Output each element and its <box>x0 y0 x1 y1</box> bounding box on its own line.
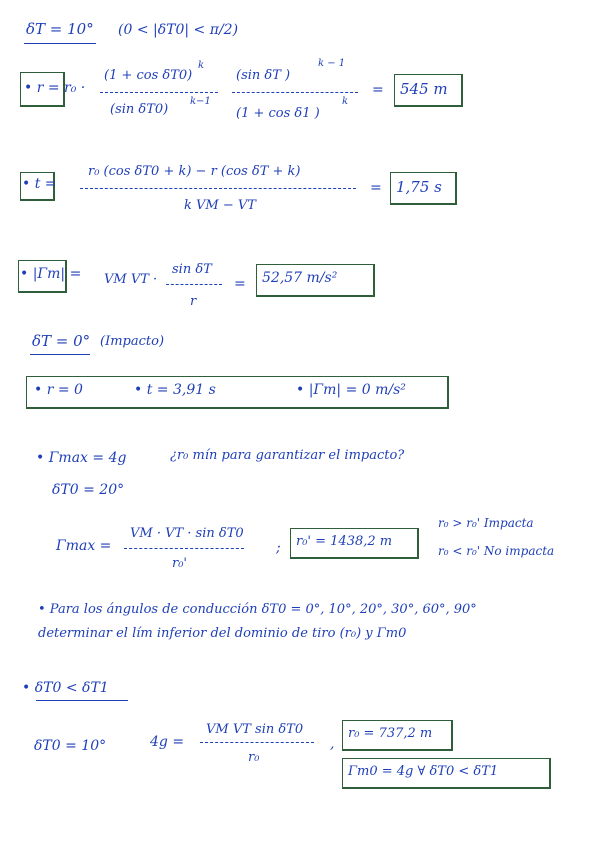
para-line-1: • Para los ángulos de conducción δT0 = 0°, 10°, 20°, 30°, 60°, 90° <box>38 602 477 617</box>
fourg-numerator: VM VT sin δT0 <box>206 722 304 737</box>
t-equals: = <box>370 180 382 196</box>
impacta-line: r₀ > r₀' Impacta <box>438 516 534 530</box>
heading-condition: (0 < |δT0| < π/2) <box>118 22 239 38</box>
impact-gm: • |Γm| = 0 m/s² <box>296 382 406 398</box>
para-line-2: determinar el lím inferior del dominio de tiro (r₀) y Γm0 <box>38 626 407 641</box>
r-fraction-line-a <box>100 92 218 93</box>
gmax-numerator: VM · VT · sin δT0 <box>130 526 244 541</box>
r-result: 545 m <box>400 80 448 98</box>
heading-delta-t-0: δT = 0° <box>32 332 91 350</box>
r0-prime-result: r₀' = 1438,2 m <box>296 534 393 549</box>
condition-line: • δT0 < δT1 <box>22 680 109 696</box>
fourg-denominator: r₀ <box>248 750 260 765</box>
semicolon: ; <box>276 540 281 556</box>
r-label: • r = r₀ · <box>24 80 86 96</box>
heading-0-underline <box>30 354 90 355</box>
delta-t0-10: δT0 = 10° <box>34 738 107 754</box>
r-numerator-b: (sin δT ) <box>236 68 291 83</box>
t-denominator: k VM − VT <box>184 198 256 213</box>
gm-label: • |Γm| = <box>20 266 82 282</box>
r0-result: r₀ = 737,2 m <box>348 726 433 741</box>
r-denominator-b: (1 + cos δ1 ) <box>236 106 320 121</box>
impact-r: • r = 0 <box>34 382 83 398</box>
gm-denominator: r <box>190 294 197 309</box>
delta-t0-20: δT0 = 20° <box>52 482 125 498</box>
t-result: 1,75 s <box>396 178 442 196</box>
gm-expression: VM VT · <box>104 272 158 287</box>
heading-delta-t-10: δT = 10° <box>26 20 94 38</box>
t-fraction-line <box>80 188 356 189</box>
t-label: • t = <box>22 176 57 192</box>
t-numerator: r₀ (cos δT0 + k) − r (cos δT + k) <box>88 164 301 179</box>
gmax-denominator: r₀' <box>172 556 187 571</box>
r-numerator-a: (1 + cos δT0) <box>104 68 193 83</box>
gmax-label: Γmax = <box>56 538 112 554</box>
gm0-result: Γm0 = 4g ∀ δT0 < δT1 <box>348 764 499 779</box>
condition-underline <box>36 700 128 701</box>
gm-result: 52,57 m/s² <box>262 270 338 286</box>
r-denominator-a: (sin δT0) <box>110 102 169 117</box>
no-impacta-line: r₀ < r₀' No impacta <box>438 544 555 558</box>
r-exponent-k: k <box>198 60 205 71</box>
r-fraction-line-b <box>232 92 358 93</box>
gmax-fraction-line <box>124 548 244 549</box>
fourg-fraction-line <box>200 742 314 743</box>
gmax-question: ¿r₀ mín para garantizar el impacto? <box>170 448 405 463</box>
heading-underline <box>24 43 96 44</box>
impact-t: • t = 3,91 s <box>134 382 216 398</box>
r-exponent-k-minus-1-b: k − 1 <box>318 58 346 69</box>
comma: , <box>330 736 335 752</box>
r-equals: = <box>372 82 384 98</box>
gm-equals: = <box>234 276 246 292</box>
gm-fraction-line <box>166 284 222 285</box>
r-exponent-k-minus-1: k−1 <box>190 96 211 107</box>
heading-impacto: (Impacto) <box>100 334 165 349</box>
gmax-line: • Γmax = 4g <box>36 450 127 466</box>
fourg-label: 4g = <box>150 734 185 750</box>
gm-numerator: sin δT <box>172 262 212 277</box>
r-exponent-k-b: k <box>342 96 349 107</box>
